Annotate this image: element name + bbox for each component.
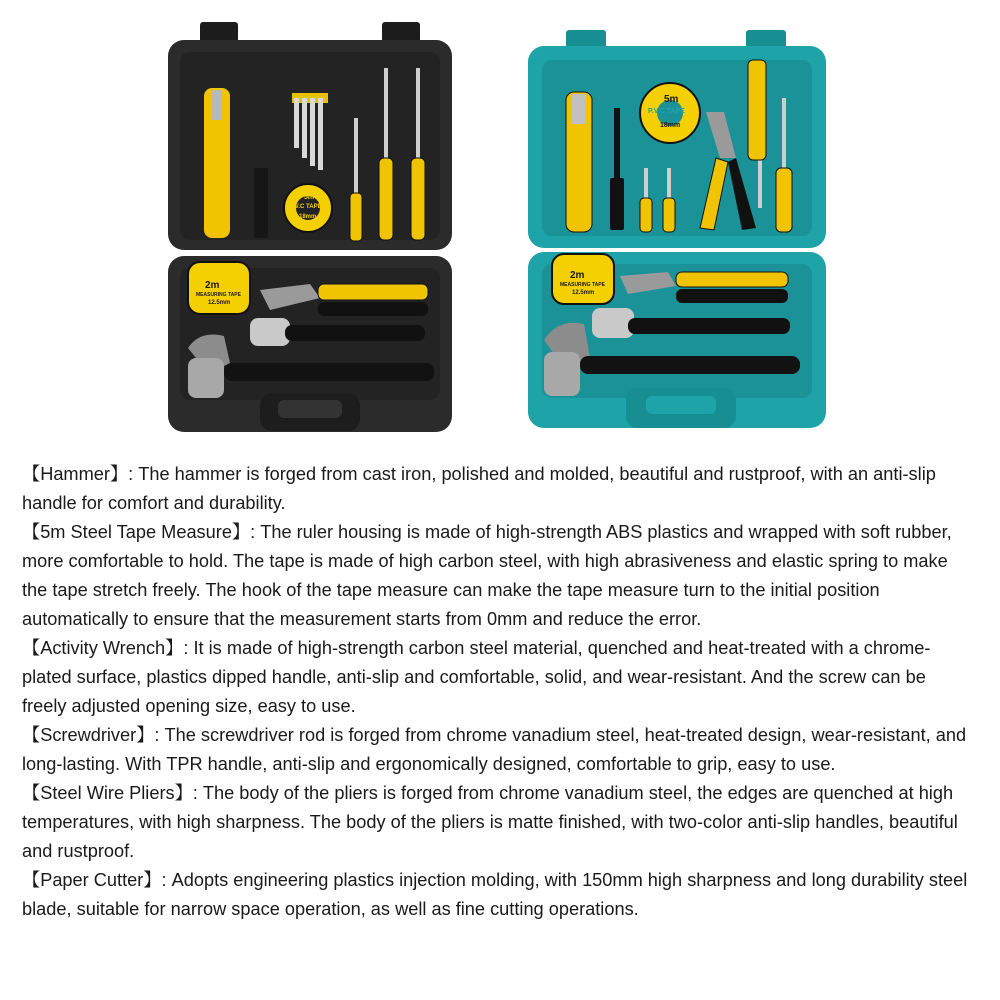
description-label: 【Steel Wire Pliers】: [22, 783, 193, 803]
description-text: : The hammer is forged from cast iron, polished and molded, beautiful and rustproof, with an anti-slip handle for comfort and durability.: [22, 464, 936, 513]
description-text: : Adopts engineering plastics injection molding, with 150mm high sharpness and long durability steel blade, suitable for narrow space operation, as well as fine cutting operations.: [22, 870, 968, 919]
black-tape-measure-size: 2m: [205, 280, 220, 291]
teal-pvc-width: 18mm: [660, 122, 681, 129]
description-label: 【Hammer】: [22, 464, 129, 484]
description-hammer: [22, 460, 972, 518]
description-tape-measure: [22, 518, 972, 634]
black-pvc-width: 18mm: [299, 214, 317, 220]
description-text: : The ruler housing is made of high-strength ABS plastics and wrapped with soft rubber, more comfortable to hold. The tape is made of high carbon steel, with high abrasiveness and elastic spring to make the tape stretch freely. The hook of the tape measure can make the tape measure turn to the initial position automatically to ensure that the measurement starts from 0mm and reduce the error.: [22, 522, 952, 629]
teal-tape-measure-label: MEASURING TAPE: [560, 282, 605, 288]
black-tape-measure-label: MEASURING TAPE: [196, 292, 241, 298]
black-pvc-label: P.V.C TAPE: [290, 204, 322, 210]
teal-tape-measure-width: 12.5mm: [572, 290, 595, 296]
description-text: : It is made of high-strength carbon steel material, quenched and heat-treated with a chrome-plated surface, plastics dipped handle, anti-slip and comfortable, solid, and wear-resistant. And the screw can be freely adjusted opening size, easy to use.: [22, 638, 931, 716]
description-label: 【Paper Cutter】: [22, 870, 162, 890]
description-wrench: [22, 634, 972, 721]
teal-toolkit-case: [520, 28, 835, 433]
product-description: [22, 460, 972, 924]
black-toolkit-case: [160, 18, 460, 438]
teal-pvc-label: P.V.C TAPE: [648, 108, 685, 115]
description-pliers: [22, 779, 972, 866]
product-photo: [0, 0, 1000, 440]
description-label: 【5m Steel Tape Measure】: [22, 522, 251, 542]
description-text: : The screwdriver rod is forged from chrome vanadium steel, heat-treated design, wear-resistant, and long-lasting. With TPR handle, anti-slip and ergonomically designed, comfortable to grip, easy to use.: [22, 725, 967, 774]
black-tape-measure-width: 12.5mm: [208, 300, 231, 306]
description-screwdriver: [22, 721, 972, 779]
black-toolkit-illustration: [160, 18, 460, 438]
description-label: 【Screwdriver】: [22, 725, 155, 745]
black-pvc-length: 5m: [304, 194, 315, 201]
description-label: 【Activity Wrench】: [22, 638, 184, 658]
description-paper-cutter: [22, 866, 972, 924]
teal-pvc-length: 5m: [664, 94, 679, 105]
teal-toolkit-illustration: [520, 28, 835, 433]
description-text: : The body of the pliers is forged from chrome vanadium steel, the edges are quenched at high temperatures, with high sharpness. The body of the pliers is matte finished, with two-color anti-slip handles, beautiful and rustproof.: [22, 783, 958, 861]
teal-tape-measure-size: 2m: [570, 270, 585, 281]
